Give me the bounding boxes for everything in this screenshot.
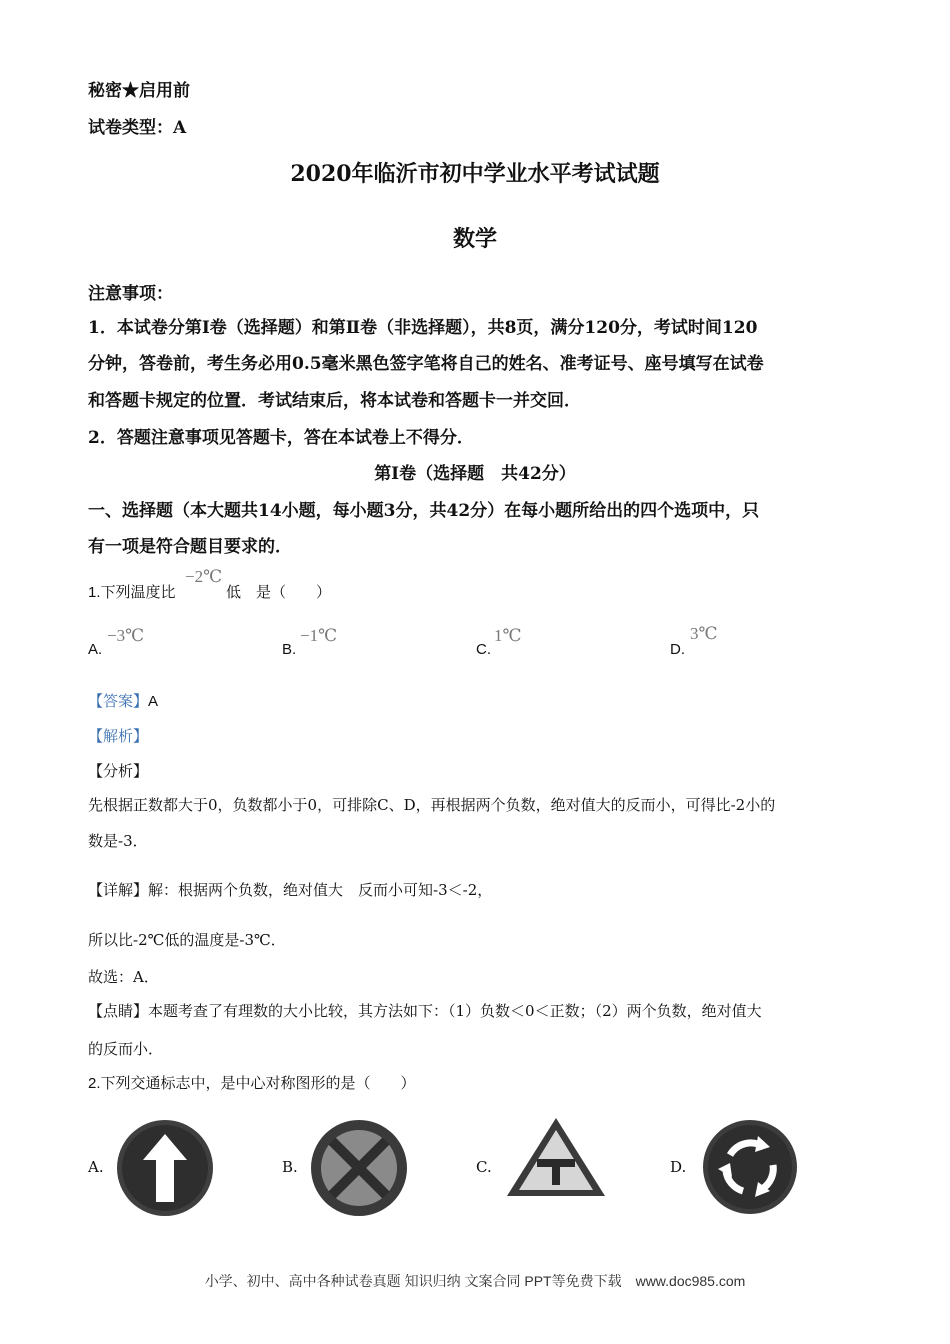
q1-stem-prefix: 1.下列温度比 [88, 584, 176, 601]
q1-option-d-label: D. [670, 641, 685, 658]
q1-option-d-value: 3℃ [690, 624, 718, 643]
answer-value: A [148, 693, 159, 710]
q1-stem [88, 581, 176, 602]
q1-stem-math: −2℃ [185, 567, 223, 586]
detail-line-2: 所以比-2℃低的温度是-3℃． [88, 931, 286, 949]
notice-item-2: 2．答题注意事项见答题卡，答在本试卷上不得分． [88, 428, 474, 448]
subject-title: 数学 [452, 226, 497, 252]
comment-line-2: 的反而小． [88, 1040, 164, 1058]
choose-line: 故选：A． [88, 968, 159, 986]
q2-option-d-label: D. [670, 1158, 687, 1176]
section-intro-line-1: 一、选择题（本大题共14小题，每小题3分，共42分）在每小题所给出的四个选项中，只 [88, 501, 760, 521]
t-junction-warning-icon [504, 1115, 608, 1199]
comment [88, 1000, 762, 1021]
q2-stem: 2.下列交通标志中，是中心对称图形的是（ ） [88, 1075, 416, 1092]
detail-line-1: 解：根据两个负数，绝对值大 反而小可知-3＜-2， [148, 881, 493, 899]
notice-heading: 注意事项： [88, 284, 173, 304]
q2-option-b-label: B. [282, 1158, 298, 1176]
page-title: 2020年临沂市初中学业水平考试试题 [290, 161, 660, 187]
section-title: 第Ⅰ卷（选择题 共42分） [374, 464, 576, 484]
q2-option-c-label: C. [476, 1158, 492, 1176]
analysis-tag: 【解析】 [88, 728, 149, 745]
q1-option-b-value: −1℃ [300, 626, 338, 645]
answer-tag: 【答案】 [88, 693, 149, 710]
no-stopping-cross-icon [308, 1117, 410, 1219]
notice-item-1-line-1: 1．本试卷分第Ⅰ卷（选择题）和第Ⅱ卷（非选择题），共8页，满分120分，考试时间120 [88, 318, 758, 338]
q1-option-c-label: C. [476, 641, 491, 658]
paper-type-label: 试卷类型：A [88, 118, 187, 138]
fenxi-line-2: 数是-3． [88, 832, 148, 850]
notice-item-1-line-3: 和答题卡规定的位置．考试结束后，将本试卷和答题卡一并交回． [88, 391, 581, 411]
straight-ahead-arrow-icon [114, 1117, 216, 1219]
fenxi-line-1: 先根据正数都大于0，负数都小于0，可排除C、D，再根据两个负数，绝对值大的反而小，可得比-2小的 [88, 796, 776, 814]
notice-item-1-line-2: 分钟，答卷前，考生务必用0.5毫米黑色签字笔将自己的姓名、准考证号、座号填写在试卷 [88, 354, 764, 374]
roundabout-icon [700, 1117, 800, 1217]
q1-stem-suffix: 低 是（ ） [226, 584, 332, 601]
q1-option-b-label: B. [282, 641, 297, 658]
detail-tag: 【详解】 [88, 882, 149, 899]
q1-answer [88, 690, 158, 711]
q1-option-c-value: 1℃ [494, 626, 522, 645]
secret-label: 秘密★启用前 [88, 81, 190, 101]
q2-option-a-label: A. [88, 1158, 104, 1176]
section-intro-line-2: 有一项是符合题目要求的． [88, 537, 292, 557]
footer-text: 小学、初中、高中各种试卷真题 知识归纳 文案合同 PPT等免费下载 www.doc985.com [204, 1273, 746, 1289]
fenxi-tag: 【分析】 [88, 763, 149, 780]
comment-line-1: 本题考查了有理数的大小比较，其方法如下：（1）负数＜0＜正数；（2）两个负数，绝对值大 [148, 1002, 762, 1020]
q1-option-a-label: A. [88, 641, 103, 658]
q1-option-a-value: −3℃ [107, 626, 145, 645]
comment-tag: 【点睛】 [88, 1003, 149, 1020]
detail [88, 879, 492, 900]
